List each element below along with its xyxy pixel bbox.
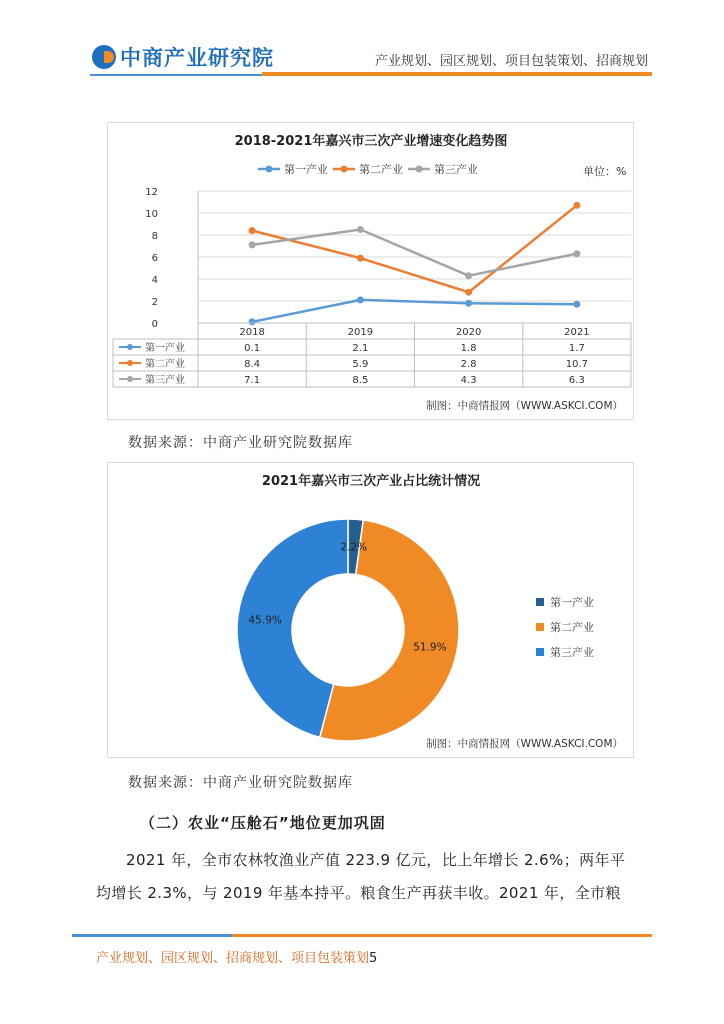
legend-label: 第三产业: [550, 646, 594, 659]
table-cell: 1.7: [568, 343, 585, 354]
header-divider-orange: [262, 72, 652, 76]
slice-label: 45.9%: [248, 614, 282, 627]
logo-icon: [92, 45, 116, 69]
table-marker: [127, 344, 133, 350]
table-cell: 5.9: [352, 359, 369, 370]
page-number: 5: [369, 951, 378, 966]
chart-title: 2018-2021年嘉兴市三次产业增速变化趋势图: [234, 134, 508, 149]
data-point: [573, 202, 580, 209]
logo-text: 中商产业研究院: [120, 46, 274, 70]
chart-series: [249, 202, 581, 326]
table-cell: 2.1: [352, 343, 369, 354]
table-cell: 10.7: [565, 359, 589, 370]
legend-marker: [266, 166, 273, 173]
table-cell: 8.4: [244, 359, 261, 370]
table-row-label: 第二产业: [145, 359, 185, 370]
table-cell: 1.8: [460, 343, 477, 354]
data-point: [357, 226, 364, 233]
footer-divider-blue: [72, 934, 232, 937]
y-tick-label: 12: [145, 187, 158, 198]
table-cell: 6.3: [568, 375, 585, 386]
header-logo: [92, 42, 274, 72]
chart-credit: 制图：中商情报网（WWW.ASKCI.COM）: [426, 738, 623, 750]
table-cell: 0.1: [244, 343, 261, 354]
footer-divider-orange: [232, 934, 652, 937]
legend-swatch: [536, 648, 544, 656]
paragraph-line-1: 2021 年，全市农林牧渔业产值 223.9 亿元，比上年增长 2.6%；两年平: [126, 851, 626, 869]
table-marker: [127, 360, 133, 366]
table-cell: 7.1: [244, 375, 261, 386]
table-cell: 2.8: [460, 359, 477, 370]
donut-chart: [108, 463, 635, 759]
data-point: [465, 289, 472, 296]
slice-label: 51.9%: [413, 641, 447, 654]
y-tick-label: 4: [151, 275, 158, 286]
table-cell: 8.5: [352, 375, 369, 386]
table-row-label: 第三产业: [145, 375, 185, 386]
slice-label: 2.2%: [340, 541, 368, 554]
legend-label: 第二产业: [359, 163, 403, 176]
legend-marker: [416, 166, 423, 173]
x-tick-label: 2018: [239, 327, 265, 338]
chart-credit: 制图：中商情报网（WWW.ASKCI.COM）: [426, 400, 623, 412]
legend-label: 第一产业: [550, 596, 594, 609]
y-axis-ticks: [145, 187, 158, 330]
data-point: [465, 272, 472, 279]
legend-label: 第二产业: [550, 621, 594, 634]
data-table: [113, 191, 631, 387]
y-tick-label: 0: [151, 319, 158, 330]
table-cell: 4.3: [460, 375, 477, 386]
y-tick-label: 6: [151, 253, 158, 264]
chart2-source: 数据来源：中商产业研究院数据库: [128, 775, 353, 791]
table-marker: [127, 376, 133, 382]
x-tick-label: 2020: [455, 327, 482, 338]
y-tick-label: 2: [151, 297, 158, 308]
footer-tagline: 产业规划、园区规划、招商规划、项目包装策划: [96, 951, 370, 966]
header-tagline: 产业规划、园区规划、项目包装策划、招商规划: [374, 54, 648, 69]
x-tick-label: 2019: [347, 327, 374, 338]
table-row-label: 第一产业: [145, 343, 185, 354]
chart1-source: 数据来源：中商产业研究院数据库: [128, 435, 353, 451]
line-chart: [108, 123, 635, 421]
data-point: [357, 296, 364, 303]
legend-swatch: [536, 623, 544, 631]
y-tick-label: 8: [151, 231, 158, 242]
legend-marker: [341, 166, 348, 173]
legend-swatch: [536, 598, 544, 606]
x-tick-label: 2021: [564, 327, 590, 338]
data-point: [249, 241, 256, 248]
header-divider-blue: [90, 74, 262, 76]
y-tick-label: 10: [145, 209, 158, 220]
series-line-3: [252, 230, 577, 276]
footer: [96, 947, 377, 966]
section-title: （二）农业“压舱石”地位更加巩固: [140, 814, 386, 832]
data-point: [573, 301, 580, 308]
paragraph-line-2: 均增长 2.3%，与 2019 年基本持平。粮食生产再获丰收。2021 年，全市粮: [96, 884, 621, 902]
legend-label: 第三产业: [434, 163, 478, 176]
chart-unit: 单位：%: [583, 165, 627, 178]
line-chart-container: [107, 122, 634, 420]
data-point: [357, 255, 364, 262]
series-line-1: [252, 300, 577, 322]
chart-legend: [258, 162, 478, 176]
chart-title: 2021年嘉兴市三次产业占比统计情况: [261, 474, 481, 489]
donut-legend: [536, 595, 594, 659]
data-point: [573, 250, 580, 257]
donut-chart-container: [107, 462, 634, 758]
data-point: [465, 300, 472, 307]
legend-label: 第一产业: [284, 163, 328, 176]
data-point: [249, 227, 256, 234]
data-point: [249, 318, 256, 325]
